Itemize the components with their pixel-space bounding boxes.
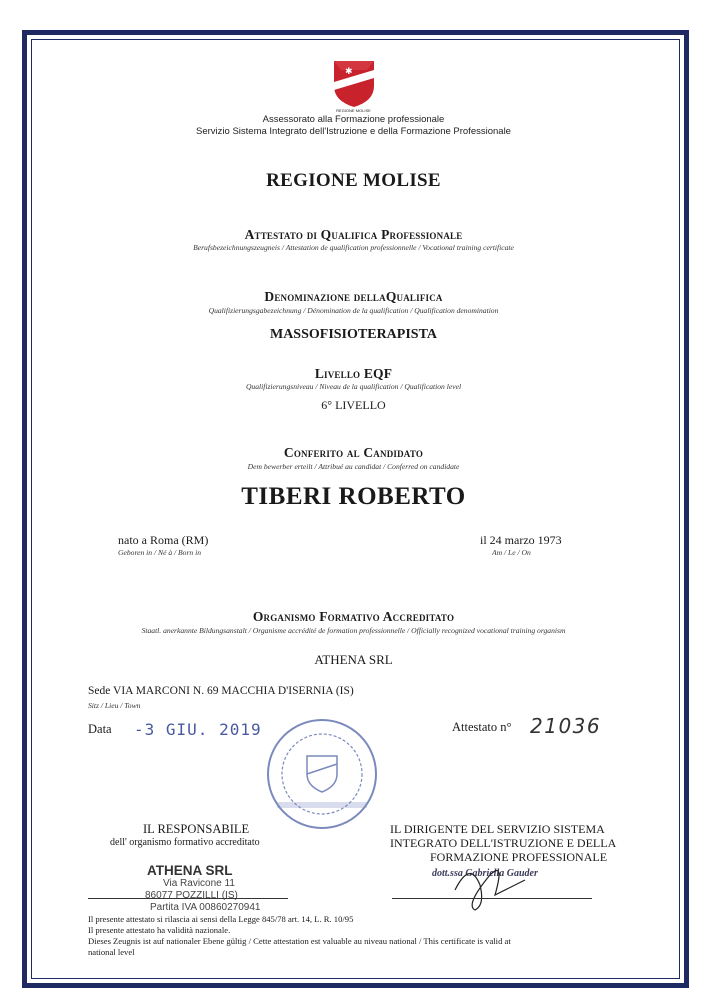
level-heading: Livello EQF	[314, 366, 393, 381]
birthdate-sub: Am / Le / On	[492, 548, 531, 557]
organism-heading-sub: Staatl. anerkannte Bildungsanstalt / Organisme accrédité de formation professionnelle / Officially recognized vocational training organism	[141, 626, 566, 635]
servizio-text: Servizio Sistema Integrato dell'Istruzione e della Formazione Professionale	[196, 126, 511, 137]
organism-seat-sub: Sitz / Lieu / Town	[88, 701, 141, 710]
organism-heading: Organismo Formativo Accreditato	[252, 609, 455, 624]
birthplace: nato a Roma (RM)	[118, 533, 209, 547]
emblem-caption: REGIONE MOLISE	[336, 108, 371, 113]
certificate-title: Attestato di Qualifica Professionale	[244, 227, 463, 242]
level-value: 6° LIVELLO	[321, 398, 386, 412]
svg-text:✱: ✱	[345, 66, 353, 76]
date-stamp: -3 GIU. 2019	[134, 720, 262, 739]
right-signatory-line-3: FORMAZIONE PROFESSIONALE	[430, 850, 608, 864]
signature-icon	[435, 855, 585, 915]
birthdate: il 24 marzo 1973	[480, 533, 562, 547]
right-signatory-line-2: INTEGRATO DELL'ISTRUZIONE E DELLA	[390, 836, 617, 850]
assessorato-text: Assessorato alla Formazione professionale	[262, 114, 445, 125]
qualification-heading-sub: Qualifizierungsgabezeichnung / Dénomination de la qualification / Qualification denomination	[208, 306, 499, 315]
certificate-title-sub: Berufsbezeichnungszeugneis / Attestation de qualification professionnelle / Vocational training certificate	[193, 243, 514, 252]
region-title: REGIONE MOLISE	[266, 170, 441, 191]
right-signature-line	[392, 898, 592, 899]
organism-name: ATHENA SRL	[314, 652, 393, 667]
company-stamp-city: 86077 POZZILLI (IS)	[145, 890, 238, 901]
candidate-heading: Conferito al Candidato	[283, 445, 424, 460]
footer-line-1: Il presente attestato si rilascia ai sensi della Legge 845/78 art. 14, L. R. 10/95	[88, 914, 354, 924]
date-label: Data	[88, 722, 112, 736]
footer-line-3: Dieses Zeugnis ist auf nationaler Ebene gültig / Cette attestation est valuable au niveau national / This certificate is valid at	[88, 936, 511, 946]
qualification-heading: Denominazione dellaQualifica	[264, 289, 443, 304]
birthplace-sub: Geboren in / Né à / Born in	[118, 548, 202, 557]
footer-line-2: Il presente attestato ha validità nazionale.	[88, 925, 231, 935]
company-stamp-vat: Partita IVA 00860270941	[150, 902, 261, 913]
candidate-name: TIBERI ROBERTO	[241, 483, 466, 510]
official-stamp-icon	[257, 716, 387, 832]
qualification-value: MASSOFISIOTERAPISTA	[269, 327, 437, 342]
left-signatory-sub: dell' organismo formativo accreditato	[110, 837, 260, 848]
candidate-heading-sub: Dem bewerber erteilt / Attribué au candidat / Conferred on candidate	[247, 462, 460, 471]
level-heading-sub: Qualifizierungsniveau / Niveau de la qualification / Qualification level	[245, 382, 462, 391]
company-stamp-name: ATHENA SRL	[147, 863, 233, 878]
organism-seat: Sede VIA MARCONI N. 69 MACCHIA D'ISERNIA (IS)	[88, 685, 354, 697]
right-signatory-name: dott.ssa Gabriella Gauder	[432, 868, 538, 879]
certificate-number-label: Attestato n°	[452, 720, 512, 734]
left-signature-line	[88, 898, 288, 899]
regione-molise-emblem	[331, 58, 377, 110]
certificate-number: 21036	[530, 714, 602, 738]
company-stamp-address: Via Ravicone 11	[163, 878, 235, 889]
footer-line-4: national level	[88, 947, 135, 957]
left-signatory-title: IL RESPONSABILE	[143, 822, 250, 836]
right-signatory-line-1: IL DIRIGENTE DEL SERVIZIO SISTEMA	[390, 822, 605, 836]
